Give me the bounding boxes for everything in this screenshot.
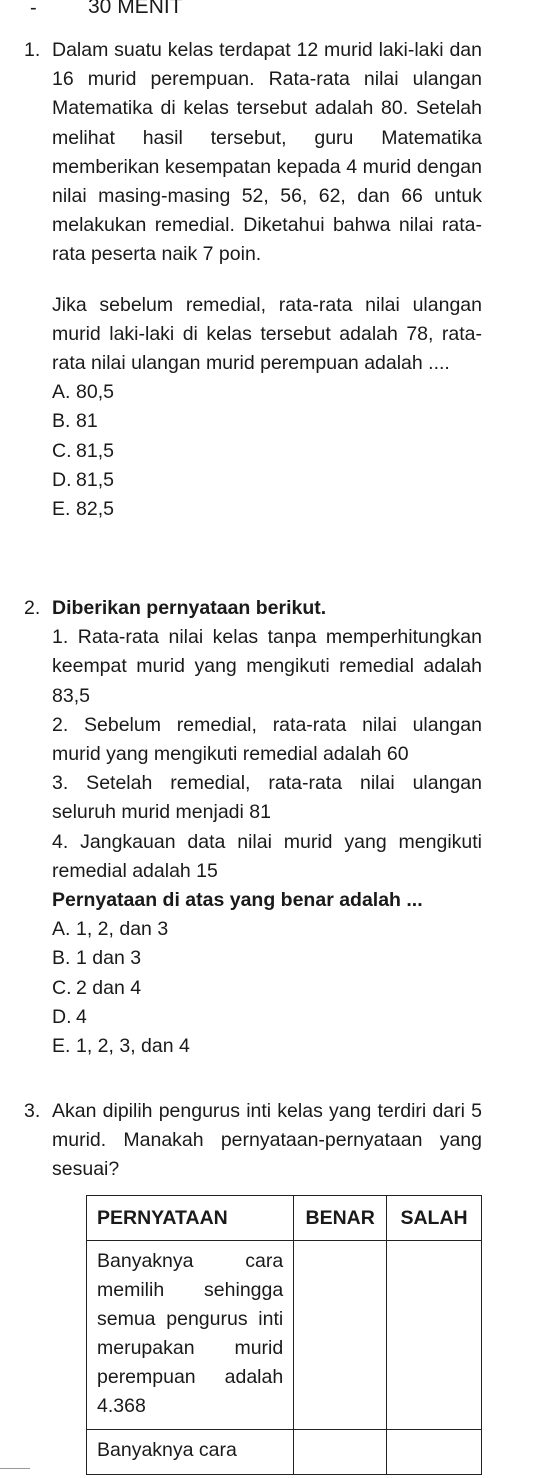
statement-1: 1. Rata-rata nilai kelas tanpa memperhitungkan keempat murid yang mengikuti remedial adalah 83,5 [52, 626, 482, 707]
option-text: 2 dan 4 [76, 976, 142, 999]
option-letter: D. [52, 1005, 72, 1028]
option-letter: E. [52, 1034, 71, 1057]
statement-table [86, 1195, 482, 1475]
table-row [87, 1430, 482, 1475]
option-d[interactable] [52, 1003, 482, 1032]
option-text: 81 [76, 410, 98, 433]
table-row [87, 1241, 482, 1430]
option-letter: A. [52, 381, 71, 404]
question-2-title: Diberikan pernyataan berikut. [52, 597, 327, 619]
question-2-prompt: Pernyataan di atas yang benar adalah ... [52, 889, 423, 912]
question-2-options [52, 915, 482, 1061]
option-text: 1, 2, 3, dan 4 [76, 1034, 190, 1057]
option-text: 80,5 [76, 381, 114, 404]
option-letter: B. [52, 410, 71, 433]
table-cell-false[interactable] [387, 1241, 482, 1430]
table-header-false: SALAH [387, 1196, 482, 1241]
table-cell-true[interactable] [294, 1241, 387, 1430]
option-letter: D. [52, 468, 72, 491]
option-b[interactable] [52, 944, 482, 973]
header-title: 30 MENIT [88, 0, 183, 18]
question-1-options [52, 378, 482, 524]
table-cell-statement: Banyaknya cara [87, 1430, 294, 1475]
option-letter: A. [52, 918, 71, 941]
option-text: 1 dan 3 [76, 947, 142, 970]
table-header-row [87, 1196, 482, 1241]
option-text: 82,5 [76, 497, 114, 520]
header [0, 0, 537, 21]
statement-3: 3. Setelah remedial, rata-rata nilai ulangan seluruh murid menjadi 81 [52, 772, 482, 824]
divider [0, 1468, 30, 1469]
question-number: 2. [24, 597, 41, 619]
option-text: 1, 2, dan 3 [76, 918, 169, 941]
option-d[interactable] [52, 466, 482, 495]
option-text: 4 [76, 1005, 87, 1028]
option-e[interactable] [52, 1032, 482, 1061]
option-b[interactable] [52, 407, 482, 436]
question-2 [24, 594, 482, 1061]
option-a[interactable] [52, 915, 482, 944]
table-header-statement: PERNYATAAN [87, 1196, 294, 1241]
option-c[interactable] [52, 437, 482, 466]
table-cell-statement: Banyaknya cara memilih sehingga semua pengurus inti merupakan murid perempuan adalah 4.368 [87, 1241, 294, 1430]
statement-2: 2. Sebelum remedial, rata-rata nilai ulangan murid yang mengikuti remedial adalah 60 [52, 713, 482, 766]
question-number: 1. [24, 39, 41, 61]
statement-4: 4. Jangkauan data nilai murid yang mengikuti remedial adalah 15 [52, 830, 482, 882]
option-a[interactable] [52, 378, 482, 407]
question-number: 3. [24, 1100, 41, 1122]
header-dash: - [30, 0, 37, 19]
table-header-true: BENAR [294, 1196, 387, 1241]
table-cell-true[interactable] [294, 1430, 387, 1475]
option-letter: C. [52, 976, 72, 999]
option-letter: B. [52, 947, 71, 970]
question-3-paragraph: Akan dipilih pengurus inti kelas yang terdiri dari 5 murid. Manakah pernyataan-pernyataan yang sesuai? [52, 1100, 482, 1181]
option-text: 81,5 [76, 468, 114, 491]
question-1-paragraph-1: Dalam suatu kelas terdapat 12 murid laki-laki dan 16 murid perempuan. Rata-rata nilai ulangan Matematika di kelas tersebut adalah 80. Setelah melihat hasil tersebut, guru Matematika memberikan kesempatan kepada 4 murid dengan nilai masing-masing 52, 56, 62, dan 66 untuk melakukan remedial. Diketahui bahwa nilai rata-rata peserta naik 7 poin. [52, 39, 482, 266]
option-letter: E. [52, 497, 71, 520]
question-1 [24, 36, 482, 524]
option-c[interactable] [52, 974, 482, 1003]
option-e[interactable] [52, 495, 482, 524]
question-1-paragraph-2: Jika sebelum remedial, rata-rata nilai ulangan murid laki-laki di kelas tersebut adalah 78, rata-rata nilai ulangan murid perempuan adalah .... [52, 293, 482, 375]
question-3 [24, 1097, 482, 1185]
option-text: 81,5 [76, 439, 114, 462]
table-cell-false[interactable] [387, 1430, 482, 1475]
option-letter: C. [52, 439, 72, 462]
